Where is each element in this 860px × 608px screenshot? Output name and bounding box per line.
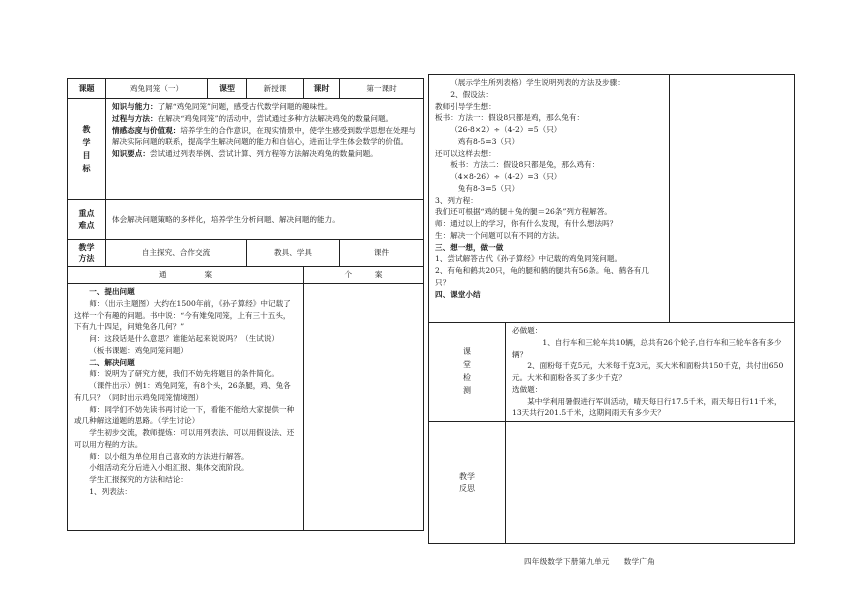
teaching-tools: 教具、学具 xyxy=(247,240,340,267)
personal-plan-right-empty xyxy=(670,75,795,323)
personal-plan-left-empty xyxy=(304,284,424,531)
test-line: 必做题： xyxy=(512,326,543,335)
process-line: （课件出示）例1：鸡兔同笼，有8个头，26条腿，鸡、兔各有几只？（同时出示鸡兔同笼情境图） xyxy=(74,381,291,402)
process-heading: 一、提出问题 xyxy=(89,287,135,296)
class-test-label: 课 堂 检 测 xyxy=(429,323,506,422)
process-line: 学生初步交流，教师提炼：可以用列表法、可以用假设法、还可以用方程的方法。 xyxy=(74,428,295,449)
process-line: （26-8×2）÷（4-2）=5（只） xyxy=(450,125,562,135)
test-line: 某中学利用暑假进行军训活动，晴天每日行17.5千米，雨天每日行11千米，13天共行201.5千米，这期间雨天有多少天？ xyxy=(512,396,782,418)
teaching-method: 自主探究、合作交流 xyxy=(106,240,247,267)
process-line: 1、列表法： xyxy=(89,487,132,497)
process-line: 兔有8-3=5（只） xyxy=(457,183,520,193)
personal-plan-header: 个 案 xyxy=(304,267,424,284)
test-line: 选做题： xyxy=(512,384,543,394)
teaching-process-right xyxy=(429,75,670,323)
reflection-label: 教学 反思 xyxy=(429,422,506,544)
process-line: 板书：方法二：假设8只都是兔，那么鸡有： xyxy=(450,160,600,170)
lesson-plan-right-table xyxy=(428,74,795,544)
objective-line: 知识要点：尝试通过列表举例、尝试计算、列方程等方法解决鸡兔的数量问题。 xyxy=(112,149,378,159)
process-line: （板书课题：鸡兔同笼问题） xyxy=(89,345,188,355)
process-line: 2、假设法： xyxy=(450,89,493,99)
process-line: 师：说明为了研究方便，我们不妨先将题目的条件简化。 xyxy=(89,369,280,379)
page-footer xyxy=(524,556,655,567)
objectives-label: 教 学 目 标 xyxy=(68,99,106,200)
process-line: 教师引导学生想： xyxy=(435,101,496,111)
process-line: 问：这段话是什么意思？谁能站起来说说吗？（生试说） xyxy=(89,334,280,344)
test-line: 1、自行车和三轮车共10辆，总共有26个轮子,自行车和三轮车各有多少辆？ xyxy=(512,337,782,359)
objective-line: 情感态度与价值观：培养学生的合作意识，在现实情景中，使学生感受到数学思想在处理与解决实际问题的联系，提高学生解决问题的能力和自信心，进而让学生体会数学的价值。 xyxy=(112,125,416,147)
footer-unit: 四年级数学下册第九单元 xyxy=(524,557,610,566)
process-line: 我们还可根据“鸡的腿＋兔的腿＝26条”列方程解答。 xyxy=(435,207,612,217)
lesson-type-value: 新授课 xyxy=(247,79,304,99)
process-line: 师：通过以上的学习，你有什么发现，有什么想法吗？ xyxy=(435,219,618,229)
process-line: 师：以小组为单位用自己喜欢的方法进行解答。 xyxy=(89,451,249,461)
objective-line: 过程与方法：在解决“鸡兔同笼”的活动中，尝试通过多种方法解决鸡兔的数量问题。 xyxy=(112,113,394,123)
teaching-process-left xyxy=(68,284,304,531)
process-line: 学生汇报探究的方法和结论： xyxy=(89,475,188,485)
test-line: 2、面粉每千克5元，大米每千克3元，买大米和面粉共150千克，共付出650元。大米和面粉各买了多少千克？ xyxy=(512,361,784,383)
lesson-label: 课题 xyxy=(68,79,106,99)
process-line: 还可以这样去想： xyxy=(435,148,496,158)
process-line: 3、列方程： xyxy=(435,195,478,205)
courseware: 课件 xyxy=(340,240,424,267)
lesson-title: 鸡兔同笼（一） xyxy=(106,79,208,99)
lesson-type-label: 课型 xyxy=(208,79,247,99)
process-line: 小组活动充分后进入小组汇报、集体交流阶段。 xyxy=(89,463,249,473)
process-heading: 四、课堂小结 xyxy=(435,289,481,299)
lesson-plan-left-table xyxy=(67,78,424,531)
process-line: 1、尝试解答古代《孙子算经》中记载的鸡兔同笼问题。 xyxy=(435,254,623,264)
process-heading: 二、解决问题 xyxy=(89,357,135,367)
process-line: 师：同学们不妨先读书再讨论一下，看能不能给大家提供一种或几种解这道题的思路。（学生讨论） xyxy=(74,404,295,426)
objectives-content xyxy=(106,99,424,200)
methods-label: 教学 方法 xyxy=(68,240,106,267)
process-line: 板书：方法一：假设8只都是鸡，那么兔有： xyxy=(435,113,585,123)
process-line: 鸡有8-5=3（只） xyxy=(457,136,520,146)
lesson-period-value: 第一课时 xyxy=(340,79,424,99)
process-line: 师：（出示主题图）大约在1500年前，《孙子算经》中记载了这样一个有趣的问题。书中说：“今有雉兔同笼，上有三十五头，下有九十四足，问雉兔各几何？” xyxy=(74,298,291,332)
objective-line: 知识与能力：了解“鸡兔同笼”问题，感受古代数学问题的趣味性。 xyxy=(112,102,333,111)
process-line: 2、有龟和鹤共20只，龟的腿和鹤的腿共有56条。龟、鹤各有几只？ xyxy=(435,266,649,288)
key-points-content: 体会解决问题策略的多样化，培养学生分析问题、解决问题的能力。 xyxy=(106,200,424,240)
class-test-content xyxy=(506,323,795,422)
footer-topic: 数学广角 xyxy=(623,557,655,566)
common-plan-header: 通 案 xyxy=(68,267,304,284)
reflection-content-empty xyxy=(506,422,795,544)
lesson-period-label: 课时 xyxy=(304,79,340,99)
key-points-label: 重点 难点 xyxy=(68,200,106,240)
process-line: 生：解决一个问题可以有不同的方法。 xyxy=(435,230,565,240)
process-line: （4×8-26）÷（4-2）=3（只） xyxy=(450,172,562,182)
process-heading: 三、想一想，做一做 xyxy=(435,242,504,252)
process-line: （展示学生所列表格）学生说明列表的方法及步骤： xyxy=(450,78,625,87)
